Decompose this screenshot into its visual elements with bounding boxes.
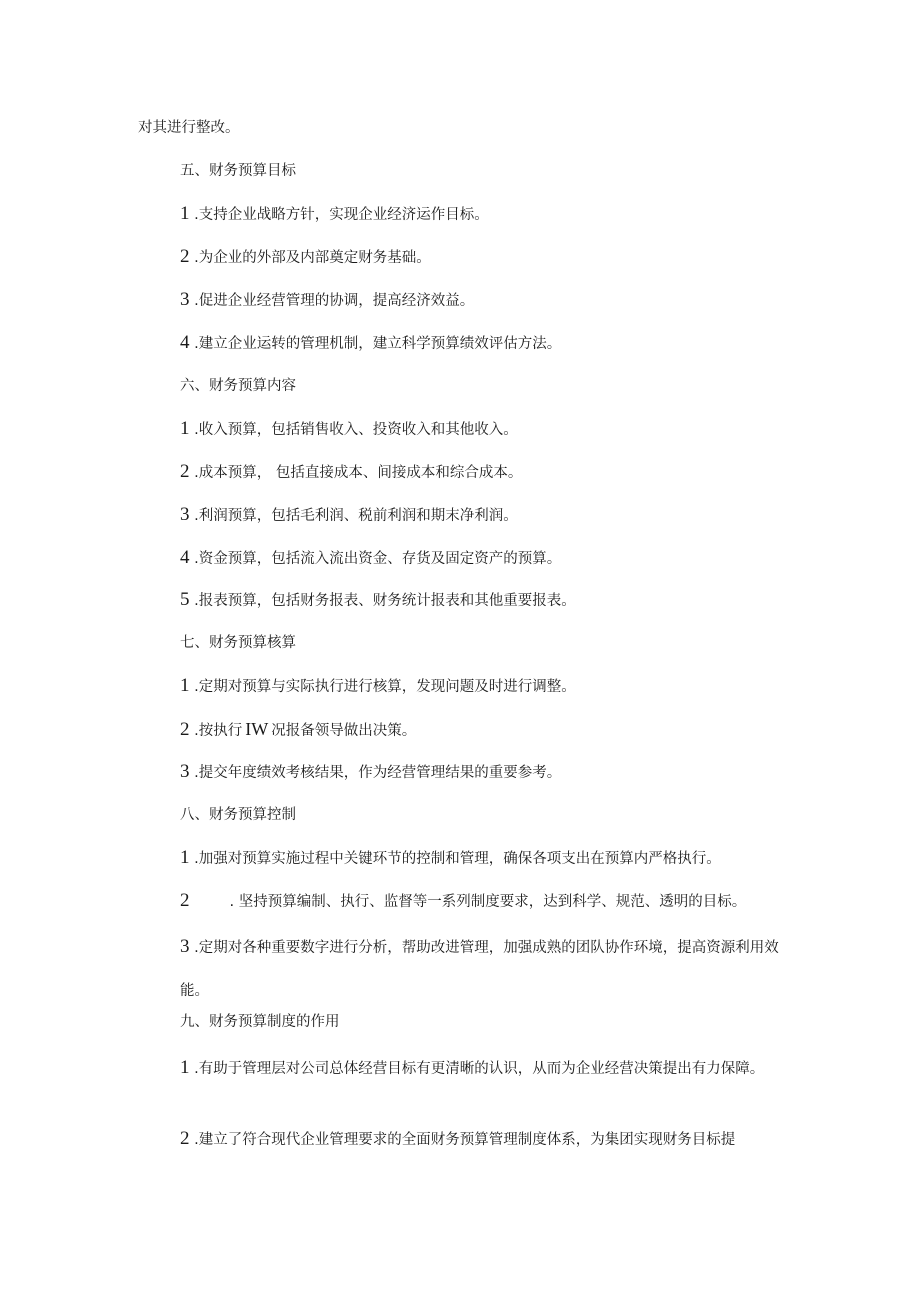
item-text: .加强对预算实施过程中关键环节的控制和管理，确保各项支出在预算内严格执行。 bbox=[194, 851, 721, 867]
list-item-wrapped bbox=[138, 1046, 783, 1091]
list-item bbox=[180, 891, 746, 912]
item-number: 2 bbox=[180, 461, 190, 482]
list-item bbox=[180, 548, 561, 569]
item-number: 5 bbox=[180, 589, 190, 610]
item-text: .定期对各种重要数字进行分析，帮助改进管理，加强成熟的团队协作环境，提高资源利用效能。 bbox=[180, 940, 779, 999]
item-text: .成本预算， 包括直接成本、间接成本和综合成本。 bbox=[194, 465, 523, 481]
list-item bbox=[180, 204, 489, 225]
list-item bbox=[180, 333, 561, 354]
item-text-pre: .按执行 bbox=[194, 723, 243, 739]
item-number: 3 bbox=[180, 761, 190, 782]
item-text: .建立了符合现代企业管理要求的全面财务预算管理制度体系，为集团实现财务目标提 bbox=[194, 1132, 736, 1148]
item-number: 2 bbox=[180, 1128, 190, 1149]
list-item bbox=[180, 762, 561, 783]
list-item bbox=[180, 419, 518, 440]
item-text-post: 况报备领导做出决策。 bbox=[271, 723, 417, 739]
item-text: .利润预算，包括毛利润、税前利润和期末净利润。 bbox=[194, 508, 518, 524]
list-item-wrapped bbox=[138, 925, 783, 1013]
paragraph-continuation: 对其进行整改。 bbox=[138, 120, 240, 136]
item-number: 4 bbox=[180, 332, 190, 353]
item-number: 3 bbox=[180, 289, 190, 310]
item-number: 2 bbox=[180, 719, 190, 740]
item-text: .支持企业战略方针，实现企业经济运作目标。 bbox=[194, 207, 489, 223]
item-text: .提交年度绩效考核结果，作为经营管理结果的重要参考。 bbox=[194, 765, 562, 781]
item-text: .促进企业经营管理的协调，提高经济效益。 bbox=[194, 293, 475, 309]
list-item bbox=[180, 290, 474, 311]
section-heading-7: 七、财务预算核算 bbox=[180, 635, 296, 651]
item-number: 1 bbox=[180, 847, 190, 868]
item-number: 3 bbox=[180, 504, 190, 525]
section-heading-5: 五、财务预算目标 bbox=[180, 163, 296, 179]
item-text: .有助于管理层对公司总体经营目标有更清晰的认识，从而为企业经营决策提出有力保障。 bbox=[194, 1061, 765, 1077]
section-heading-9: 九、财务预算制度的作用 bbox=[180, 1014, 340, 1030]
item-text: .资金预算，包括流入流出资金、存货及固定资产的预算。 bbox=[194, 551, 562, 567]
list-item bbox=[180, 247, 431, 268]
item-number: 1 bbox=[180, 1057, 190, 1078]
item-number: 1 bbox=[180, 675, 190, 696]
item-number: 4 bbox=[180, 547, 190, 568]
item-text: .定期对预算与实际执行进行核算，发现问题及时进行调整。 bbox=[194, 679, 576, 695]
list-item bbox=[180, 505, 518, 526]
section-heading-6: 六、财务预算内容 bbox=[180, 378, 296, 394]
list-item bbox=[180, 676, 576, 697]
item-number: 2 bbox=[180, 890, 190, 911]
item-text: .报表预算，包括财务报表、财务统计报表和其他重要报表。 bbox=[194, 593, 576, 609]
item-number: 2 bbox=[180, 246, 190, 267]
item-number: 1 bbox=[180, 203, 190, 224]
item-text: .建立企业运转的管理机制，建立科学预算绩效评估方法。 bbox=[194, 336, 562, 352]
item-number: 3 bbox=[180, 936, 190, 957]
item-text: . 坚持预算编制、执行、监督等一系列制度要求，达到科学、规范、透明的目标。 bbox=[229, 894, 747, 910]
list-item bbox=[180, 462, 522, 483]
list-item bbox=[180, 590, 576, 611]
item-text: .为企业的外部及内部奠定财务基础。 bbox=[194, 250, 431, 266]
list-item bbox=[180, 848, 721, 869]
list-item bbox=[180, 1129, 735, 1150]
item-number: 1 bbox=[180, 418, 190, 439]
item-text: .收入预算，包括销售收入、投资收入和其他收入。 bbox=[194, 422, 518, 438]
section-heading-8: 八、财务预算控制 bbox=[180, 807, 296, 823]
list-item bbox=[180, 719, 416, 741]
item-text-iw: IW bbox=[245, 719, 269, 739]
